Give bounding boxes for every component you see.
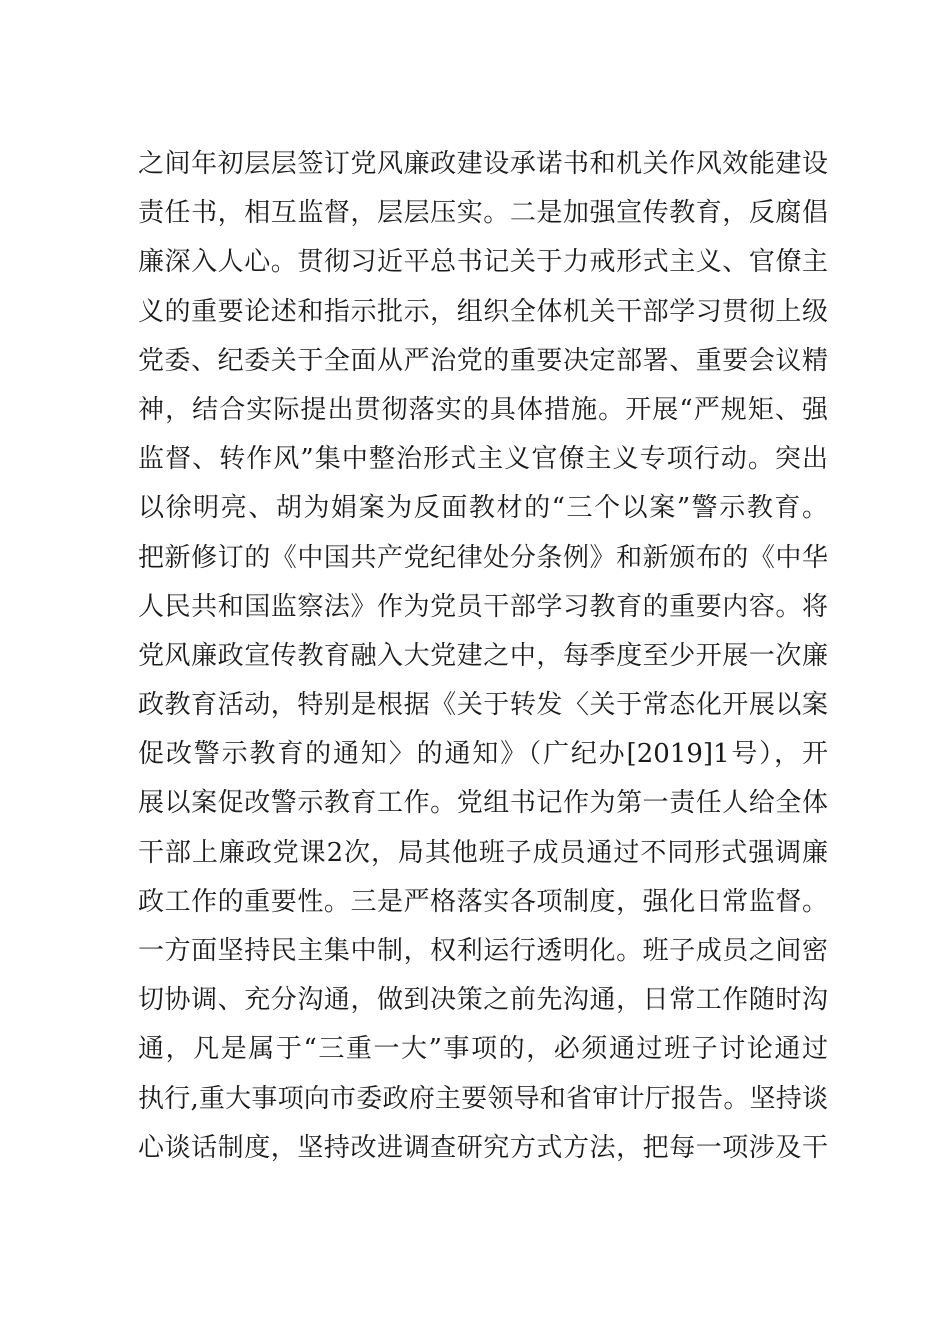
text-line: 政教育活动，特别是根据《关于转发〈关于常态化开展以案 (138, 690, 828, 721)
text-line: 把新修订的《中国共产党纪律处分条例》和新颁布的《中华 (138, 542, 828, 573)
text-line: 党委、纪委关于全面从严治党的重要决定部署、重要会议精 (138, 345, 828, 376)
text-line: 以徐明亮、胡为娟案为反面教材的“三个以案”警示教育。 (138, 493, 828, 524)
text-line: 执行,重大事项向市委政府主要领导和省审计厅报告。坚持谈 (138, 1083, 828, 1114)
text-line: 党风廉政宣传教育融入大党建之中，每季度至少开展一次廉 (138, 640, 828, 671)
body-text (138, 140, 828, 1173)
text-line: 切协调、充分沟通，做到决策之前先沟通，日常工作随时沟 (138, 985, 828, 1016)
text-line: 之间年初层层签订党风廉政建设承诺书和机关作风效能建设 (138, 149, 828, 179)
text-line: 干部上廉政党课2次，局其他班子成员通过不同形式强调廉 (138, 837, 828, 868)
text-line: 监督、转作风”集中整治形式主义官僚主义专项行动。突出 (138, 444, 828, 475)
text-line: 心谈话制度，坚持改进调查研究方式方法，把每一项涉及干 (138, 1132, 828, 1163)
text-line: 神，结合实际提出贯彻落实的具体措施。开展“严规矩、强 (138, 394, 828, 425)
text-line: 义的重要论述和指示批示，组织全体机关干部学习贯彻上级 (138, 296, 828, 327)
text-line: 通，凡是属于“三重一大”事项的，必须通过班子讨论通过 (138, 1034, 828, 1065)
text-line: 责任书，相互监督，层层压实。二是加强宣传教育，反腐倡 (138, 198, 828, 229)
text-line: 一方面坚持民主集中制，权利运行透明化。班子成员之间密 (138, 936, 828, 966)
text-line: 展以案促改警示教育工作。党组书记作为第一责任人给全体 (138, 788, 828, 819)
text-line: 政工作的重要性。三是严格落实各项制度，强化日常监督。 (138, 886, 828, 917)
text-line: 促改警示教育的通知〉的通知》（广纪办[2019]1号），开 (138, 739, 828, 770)
text-line: 人民共和国监察法》作为党员干部学习教育的重要内容。将 (138, 591, 828, 622)
text-line: 廉深入人心。贯彻习近平总书记关于力戒形式主义、官僚主 (138, 247, 828, 278)
